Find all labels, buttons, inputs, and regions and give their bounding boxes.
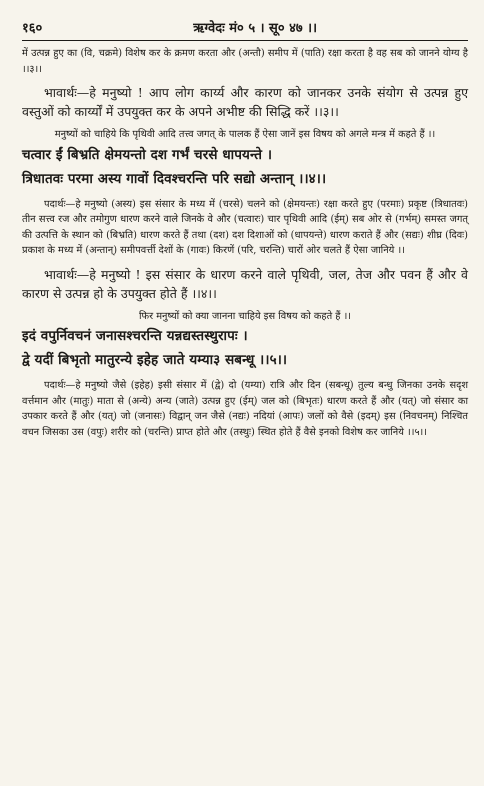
mantra-4-line-2: त्रिधातवः परमा अस्य गावों दिवश्चरन्ति परि सद्यो अन्तान् ।।४।। <box>22 170 327 187</box>
padartha-4: पदार्थः—हे मनुष्यो (अस्य) इस संसार के मध्य में (चरसे) चलने को (क्षेमयन्तः) रक्षा करते हुए (परमाः) प्रकृष्ट (त्रिधातवः) तीन सत्त्व रज और तमोगुण धारण करने वाले जिनके वे और (चत्वारः) चार पृथिवी आदि (ईम्) सब ओर से (गर्भम्) समस्त जगत् की उत्पत्ति के स्थान को (बिभ्रति) धारण करते हैं तथा (दश) दश दिशाओं को (धापयन्ते) धारण कराते हैं और (सद्यः) शीघ्र (दिवः) प्रकाश के मध्य में (अन्तान्) समीपवर्त्ती देशों के (गावः) किरणें (परि, चरन्ति) चारों ओर चलते हैं ऐसा जानिये ।। <box>22 198 468 256</box>
mantra-5-line-1: इदं वपुर्निवचनं जनासश्चरन्ति यन्नद्यस्तस्थुरापः । <box>22 328 248 344</box>
padartha-5: पदार्थः—हे मनुष्यो जैसे (इहेह) इसी संसार में (द्वे) दो (यम्या) रात्रि और दिन (सबन्धू) तुल्य बन्धु जिनका उनके सदृश वर्त्तमान और (मातुः) माता से (अन्ये) अन्य (जाते) उत्पन्न हुए (ईम्) जल को (बिभृतः) धारण करते हैं और (यत्) जो संसार का उपकार करते हैं और (यत्) जो (जनासः) विद्वान् जन जैसे (नद्यः) नदियां (आपः) जलों को वैसे (इदम्) इस (निवचनम्) निश्चित वचन जिसका उस (वपुः) शरीर को (चरन्ति) प्राप्त होते और (तस्थुः) स्थित होते हैं वैसे इनको विशेष कर जानिये ।।५।। <box>22 380 468 438</box>
running-title: ऋग्वेदः मं० ५ । सू० ४७ ।। <box>193 21 318 36</box>
page-header <box>22 18 468 41</box>
intro-mantra-4: मनुष्यों को चाहिये कि पृथिवी आदि तत्त्व जगत् के पालक हैं ऐसा जानें इस विषय को अगले मन्त्र में कहते हैं ।। <box>54 129 436 140</box>
page-number: १६० <box>22 21 43 36</box>
bhavartha-4: भावार्थः—हे मनुष्यो ! इस संसार के धारण करने वाले पृथिवी, जल, तेज और पवन हैं और वे कारण से उत्पन्न हो के उपयुक्त होते हैं ।।४।। <box>22 266 468 301</box>
intro-mantra-5: फिर मनुष्यों को क्या जानना चाहिये इस विषय को कहते हैं ।। <box>138 310 352 322</box>
mantra-4-line-1: चत्वार ईं बिभ्रति क्षेमयन्तो दश गर्भं चरसे धापयन्ते । <box>22 146 273 163</box>
bhavartha-3: भावार्थः—हे मनुष्यो ! आप लोग कार्य्य और कारण को जानकर उनके संयोग से उत्पन्न हुए वस्तुओं को कार्य्यों में उपयुक्त कर के अपने अभीष्ट की सिद्धि करें ।।३।। <box>22 85 468 119</box>
para-continuation: में उत्पन्न हुए का (वि, चक्रमे) विशेष कर के क्रमण करता और (अन्तौ) समीप में (पाति) रक्षा करता है वह सब को जानने योग्य है ।।३।। <box>22 48 468 75</box>
page <box>22 18 468 440</box>
mantra-5-line-2: द्वे यदीं बिभृतो मातुरन्ये इहेह जाते यम्या३ सबन्धू ।।५।। <box>22 352 288 368</box>
